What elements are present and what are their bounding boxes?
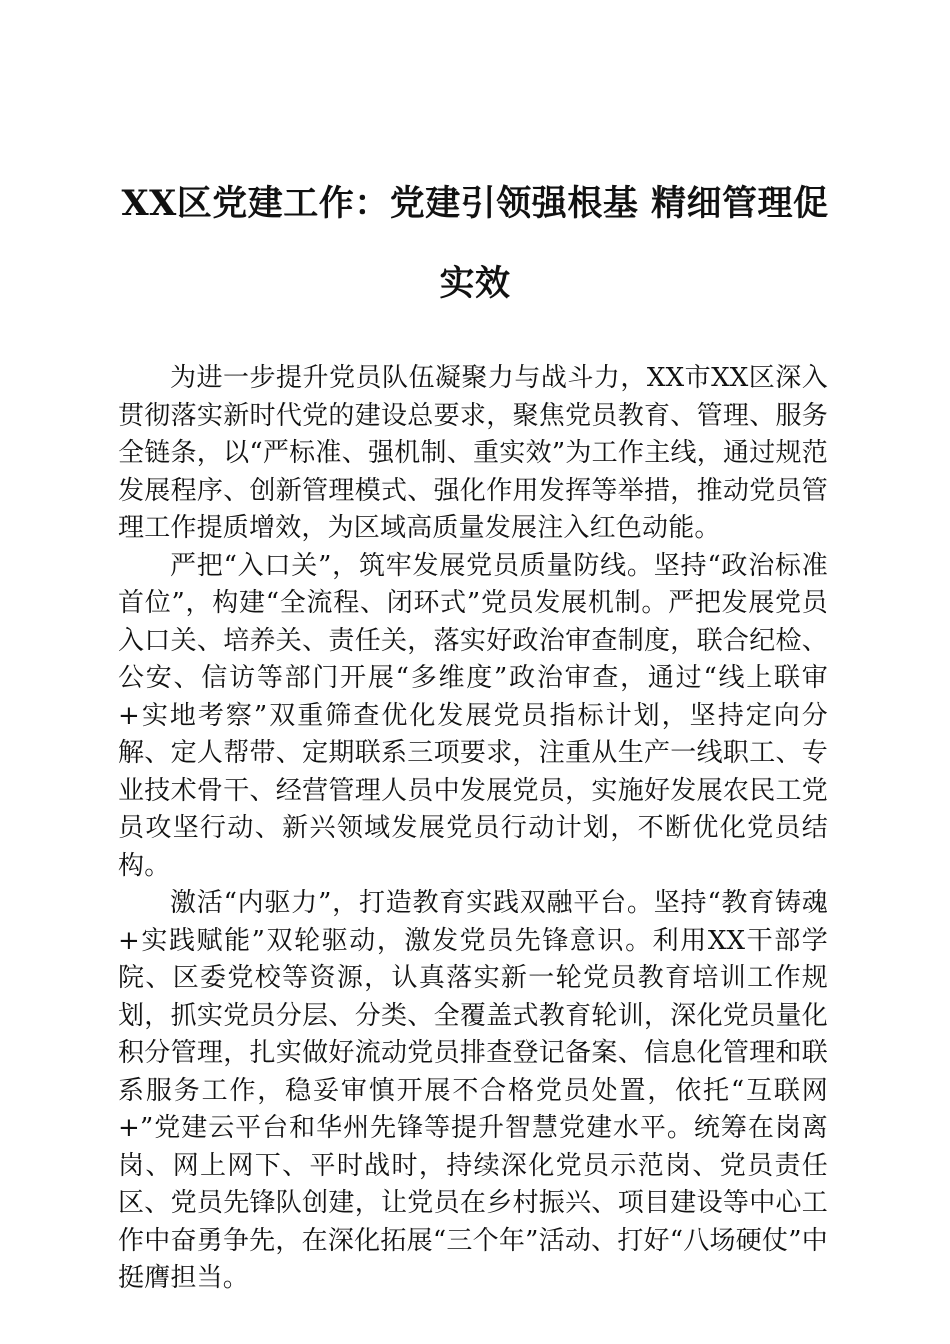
paragraph-intro: 为进一步提升党员队伍凝聚力与战斗力，XX市XX区深入贯彻落实新时代党的建设总要求，聚焦党员教育、管理、服务全链条，以“严标准、强机制、重实效”为工作主线，通过规范发展程序、创新管理模式、强化作用发挥等举措，推动党员管理工作提质增效，为区域高质量发展注入红色动能。	[118, 363, 828, 543]
document-body	[118, 360, 828, 1298]
document-title: XX区党建工作：党建引领强根基 精细管理促实效	[121, 183, 829, 304]
paragraph-education-practice: 激活“内驱力”，打造教育实践双融平台。坚持“教育铸魂+实践赋能”双轮驱动，激发党员先锋意识。利用XX干部学院、区委党校等资源，认真落实新一轮党员教育培训工作规划，抓实党员分层、分类、全覆盖式教育轮训，深化党员量化积分管理，扎实做好流动党员排查登记备案、信息化管理和联系服务工作，稳妥审慎开展不合格党员处置，依托“互联网+”党建云平台和华州先锋等提升智慧党建水平。统筹在岗离岗、网上网下、平时战时，持续深化党员示范岗、党员责任区、党员先锋队创建，让党员在乡村振兴、项目建设等中心工作中奋勇争先，在深化拓展“三个年”活动、打好“八场硬仗”中挺膺担当。	[118, 888, 828, 1293]
paragraph-entry-control: 严把“入口关”，筑牢发展党员质量防线。坚持“政治标准首位”，构建“全流程、闭环式”党员发展机制。严把发展党员入口关、培养关、责任关，落实好政治审查制度，联合纪检、公安、信访等部门开展“多维度”政治审查，通过“线上联审+实地考察”双重筛查优化发展党员指标计划，坚持定向分解、定人帮带、定期联系三项要求，注重从生产一线职工、专业技术骨干、经营管理人员中发展党员，实施好发展农民工党员攻坚行动、新兴领域发展党员行动计划，不断优化党员结构。	[118, 550, 828, 881]
